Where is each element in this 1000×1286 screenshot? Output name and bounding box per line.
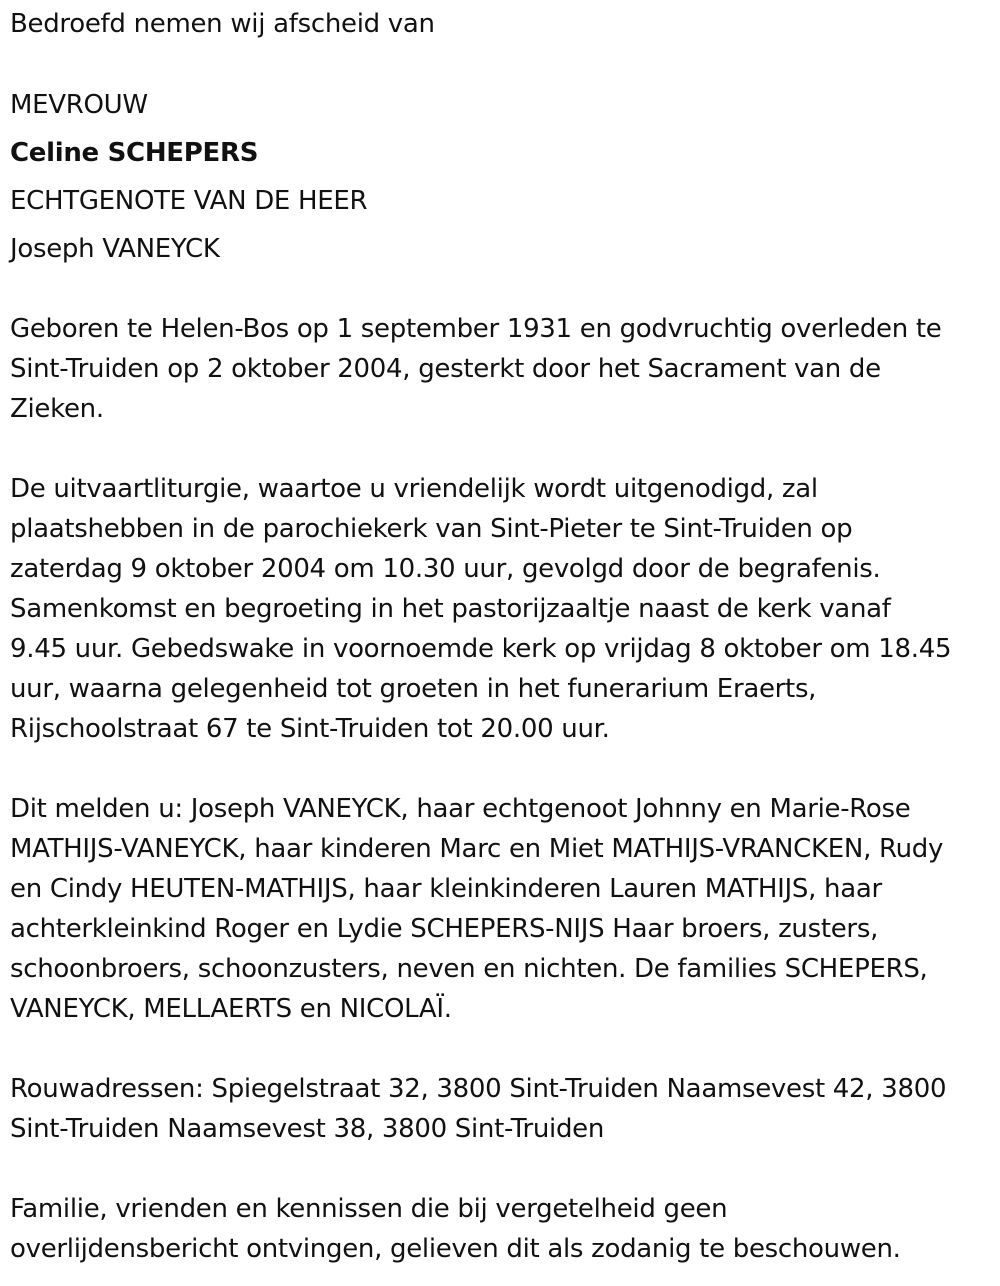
paragraph-line: overlijdensbericht ontvingen, gelieven dit als zodanig te beschouwen.: [10, 1234, 901, 1264]
paragraph-line: Zieken.: [10, 394, 104, 424]
birth-death-paragraph: [10, 309, 995, 429]
paragraph-line: Rouwadressen: Spiegelstraat 32, 3800 Sint-Truiden Naamsevest 42, 3800: [10, 1074, 947, 1104]
paragraph-line: Rijschoolstraat 67 te Sint-Truiden tot 20.00 uur.: [10, 714, 610, 744]
paragraph-line: achterkleinkind Roger en Lydie SCHEPERS-NIJS Haar broers, zusters,: [10, 914, 879, 944]
paragraph-line: Familie, vrienden en kennissen die bij vergetelheid geen: [10, 1194, 728, 1224]
relation-line: ECHTGENOTE VAN DE HEER: [10, 186, 368, 216]
paragraph-line: Dit melden u: Joseph VANEYCK, haar echtgenoot Johnny en Marie-Rose: [10, 794, 911, 824]
spouse-name: Joseph VANEYCK: [10, 234, 220, 264]
deceased-name: Celine SCHEPERS: [10, 138, 259, 168]
paragraph-line: uur, waarna gelegenheid tot groeten in het funerarium Eraerts,: [10, 674, 817, 704]
title-mevrouw: MEVROUW: [10, 90, 148, 120]
paragraph-line: Sint-Truiden op 2 oktober 2004, gesterkt door het Sacrament van de: [10, 354, 881, 384]
paragraph-line: en Cindy HEUTEN-MATHIJS, haar kleinkinderen Lauren MATHIJS, haar: [10, 874, 882, 904]
funeral-paragraph: [10, 469, 995, 749]
family-paragraph: [10, 789, 995, 1029]
paragraph-line: VANEYCK, MELLAERTS en NICOLAÏ.: [10, 994, 452, 1024]
paragraph-line: Samenkomst en begroeting in het pastorijzaaltje naast de kerk vanaf: [10, 594, 891, 624]
paragraph-line: schoonbroers, schoonzusters, neven en nichten. De families SCHEPERS,: [10, 954, 928, 984]
paragraph-line: Geboren te Helen-Bos op 1 september 1931 en godvruchtig overleden te: [10, 314, 942, 344]
paragraph-line: plaatshebben in de parochiekerk van Sint-Pieter te Sint-Truiden op: [10, 514, 853, 544]
intro-line: Bedroefd nemen wij afscheid van: [10, 9, 435, 39]
paragraph-line: De uitvaartliturgie, waartoe u vriendelijk wordt uitgenodigd, zal: [10, 474, 818, 504]
closing-paragraph: [10, 1189, 995, 1269]
addresses-paragraph: [10, 1069, 995, 1149]
paragraph-line: Sint-Truiden Naamsevest 38, 3800 Sint-Truiden: [10, 1114, 605, 1144]
paragraph-line: 9.45 uur. Gebedswake in voornoemde kerk op vrijdag 8 oktober om 18.45: [10, 634, 952, 664]
paragraph-line: MATHIJS-VANEYCK, haar kinderen Marc en Miet MATHIJS-VRANCKEN, Rudy: [10, 834, 944, 864]
paragraph-line: zaterdag 9 oktober 2004 om 10.30 uur, gevolgd door de begrafenis.: [10, 554, 881, 584]
